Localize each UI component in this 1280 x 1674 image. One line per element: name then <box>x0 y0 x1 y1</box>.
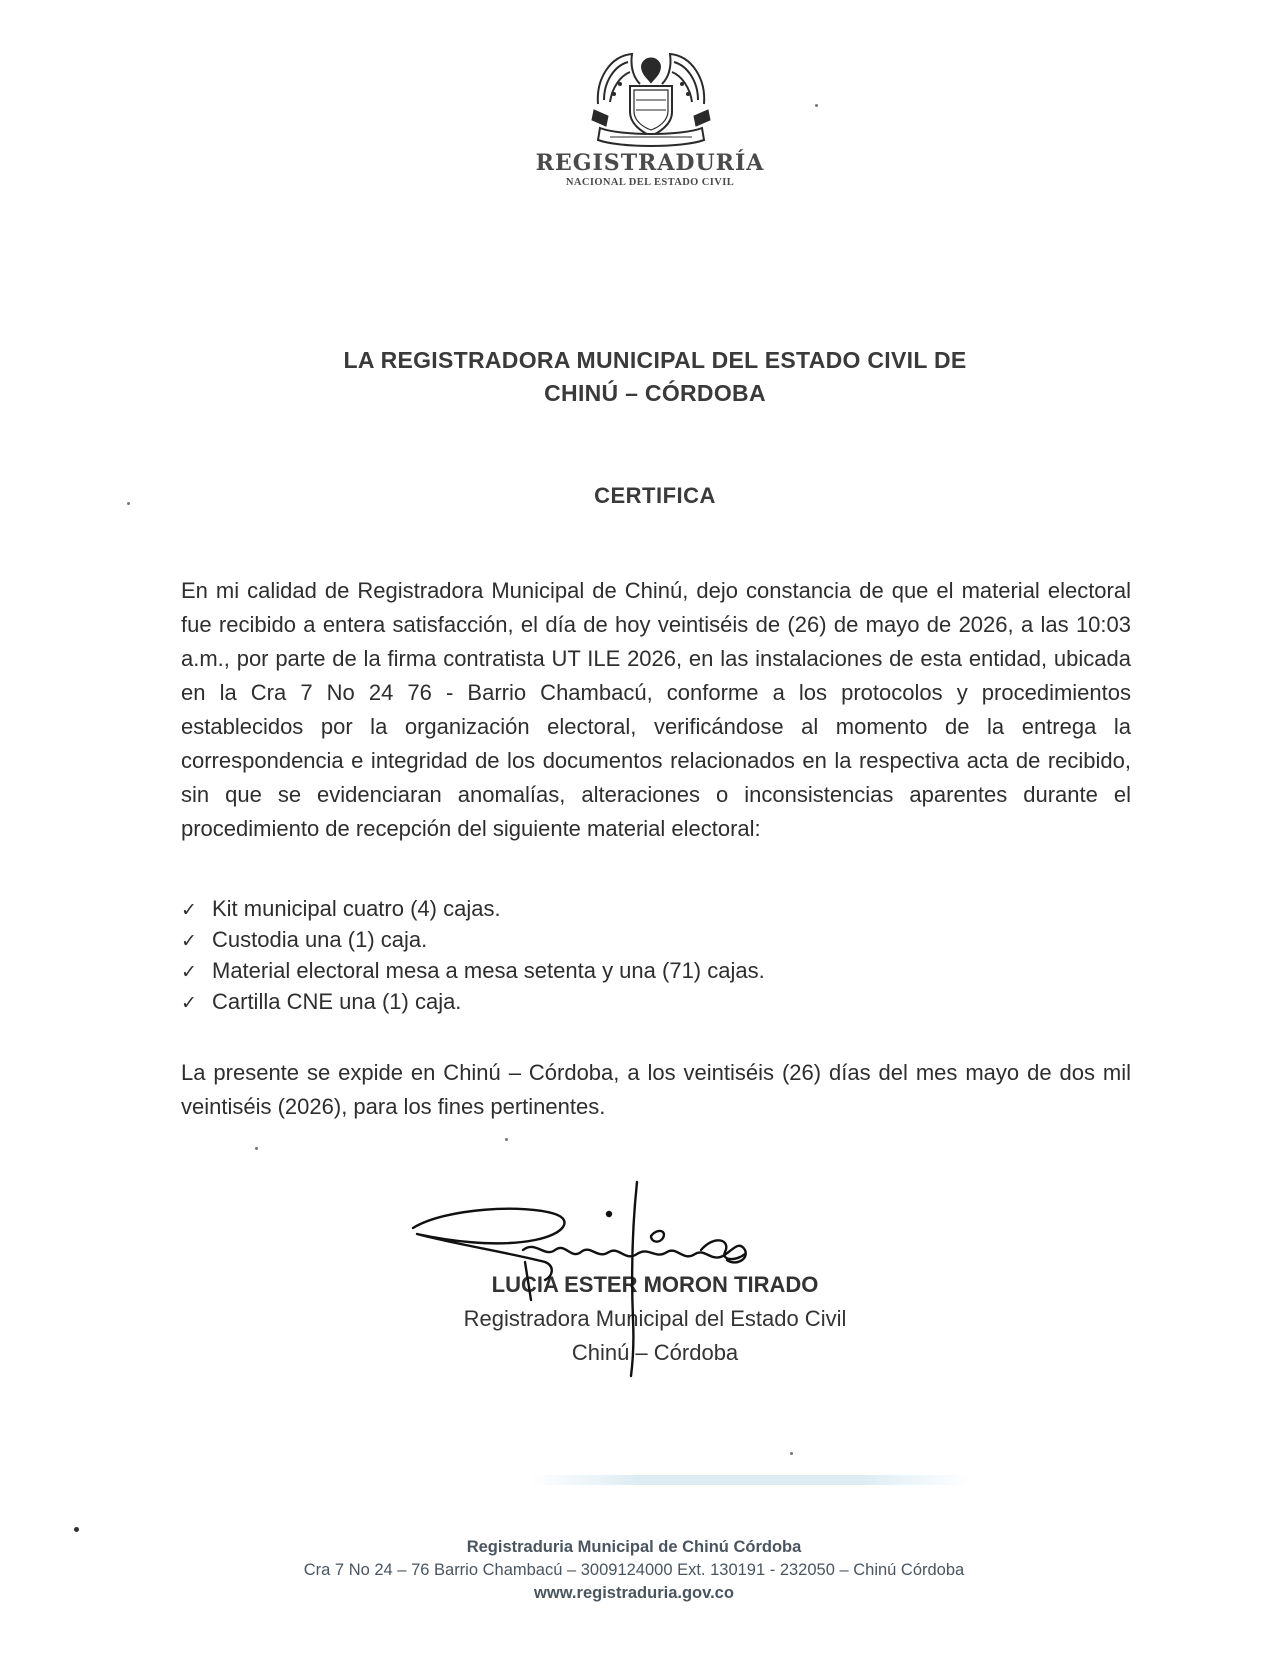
list-item <box>181 987 1081 1018</box>
list-item-text: Material electoral mesa a mesa setenta y una (71) cajas. <box>212 958 765 983</box>
certifica-title: CERTIFICA <box>594 483 716 508</box>
heading-line-2: CHINÚ – CÓRDOBA <box>544 380 766 406</box>
scan-speck <box>127 502 130 505</box>
scan-speck <box>74 1527 79 1532</box>
scan-speck <box>790 1452 793 1455</box>
footer-address: Cra 7 No 24 – 76 Barrio Chambacú – 3009124000 Ext. 130191 - 232050 – Chinú Córdoba <box>303 1561 965 1579</box>
scan-speck <box>255 1147 258 1150</box>
list-item-text: Kit municipal cuatro (4) cajas. <box>212 896 501 921</box>
org-subtitle: NACIONAL DEL ESTADO CIVIL <box>565 177 735 188</box>
list-item <box>181 925 1081 956</box>
list-item <box>181 894 1081 925</box>
footer-url[interactable]: www.registraduria.gov.co <box>534 1584 734 1602</box>
closing-paragraph: La presente se expide en Chinú – Córdoba, a los veintiséis (26) días del mes mayo de dos mil veintiséis (2026), para los fines pertinentes. <box>181 1060 1131 1119</box>
list-item-text: Cartilla CNE una (1) caja. <box>212 989 462 1014</box>
signer-role: Registradora Municipal del Estado Civil <box>463 1306 847 1331</box>
list-item <box>181 956 1081 987</box>
check-icon: ✓ <box>181 899 197 921</box>
scan-speck <box>815 104 818 107</box>
signer-city: Chinú – Córdoba <box>571 1340 739 1365</box>
check-icon: ✓ <box>181 961 197 983</box>
footer-color-band <box>530 1475 970 1485</box>
footer-title: Registraduria Municipal de Chinú Córdoba <box>466 1538 802 1556</box>
list-item-text: Custodia una (1) caja. <box>212 927 428 952</box>
org-name: REGISTRADURÍA <box>535 150 765 176</box>
handwritten-signature <box>405 1180 845 1380</box>
check-icon: ✓ <box>181 930 197 952</box>
heading-line-1: LA REGISTRADORA MUNICIPAL DEL ESTADO CIVIL DE <box>343 347 967 373</box>
materials-list <box>181 894 1081 1018</box>
check-icon: ✓ <box>181 992 197 1014</box>
body-paragraph: En mi calidad de Registradora Municipal de Chinú, dejo constancia de que el material electoral fue recibido a entera satisfacción, el día de hoy veintiséis de (26) de mayo de 2026, a las 10:03 a.m., por parte de la firma contratista UT ILE 2026, en las instalaciones de esta entidad, ubicada en la Cra 7 No 24 76 - Barrio Chambacú, conforme a los protocolos y procedimientos establecidos por la organización electoral, verificándose al momento de la entrega la correspondencia e integridad de los documentos relacionados en la respectiva acta de recibido, sin que se evidenciaran anomalías, alteraciones o inconsistencias aparentes durante el procedimiento de recepción del siguiente material electoral: <box>181 578 1131 841</box>
document-heading <box>0 344 1280 410</box>
signer-name: LUCIA ESTER MORON TIRADO <box>491 1272 819 1297</box>
registraduria-coat-of-arms-icon <box>590 44 712 148</box>
scan-speck <box>505 1138 508 1141</box>
